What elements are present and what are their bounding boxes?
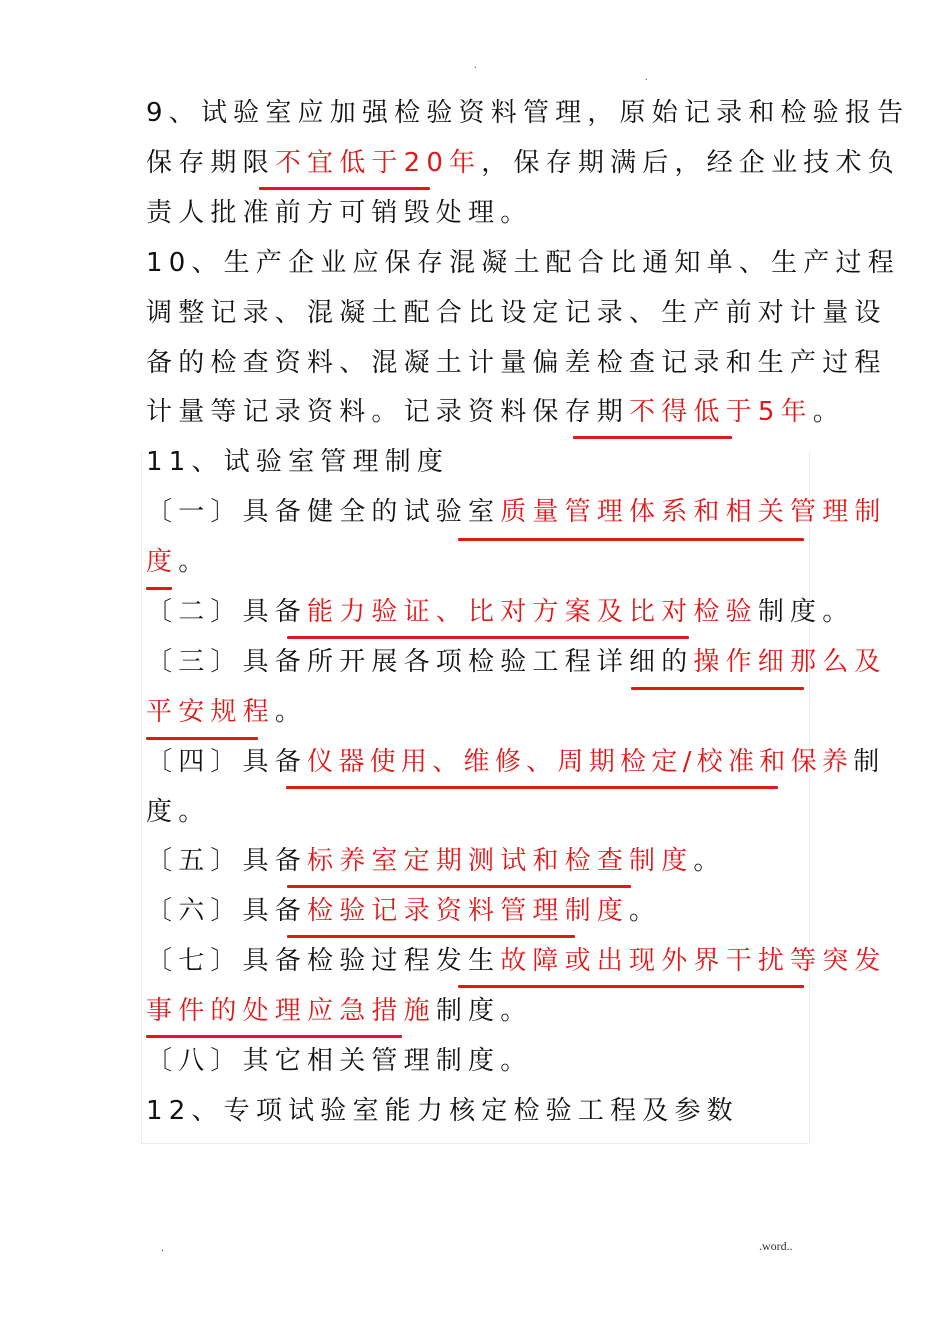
red-underline: [458, 985, 804, 988]
text-line: 9、试验室应加强检验资料管理，原始记录和检验报告: [146, 98, 910, 128]
highlight-text: 仪器使用、维修、周期检定/校准和保养: [307, 747, 854, 777]
highlight-text: 操作细那么及: [693, 647, 887, 677]
red-underline: [631, 687, 804, 690]
red-underline: [146, 1035, 402, 1038]
text-line: 〔一〕具备健全的试验室质量管理体系和相关管理制: [146, 497, 887, 527]
text-line: 调整记录、混凝土配合比设定记录、生产前对计量设: [146, 298, 887, 328]
text-line: 度。: [146, 797, 211, 827]
text-line: 〔五〕具备标养室定期测试和检查制度。: [146, 846, 726, 876]
text-line: 〔二〕具备能力验证、比对方案及比对检验制度。: [146, 597, 855, 627]
text-line: 平安规程。: [146, 697, 308, 727]
highlight-text: 能力验证、比对方案及比对检验: [307, 597, 758, 627]
highlight-text: 度: [146, 547, 179, 577]
text-line: 保存期限不宜低于20年，保存期满后，经企业技术负: [146, 148, 900, 178]
content-frame: [141, 451, 810, 1144]
text-line: 度。: [146, 547, 211, 577]
red-underline: [287, 885, 631, 888]
highlight-text: 事件的处理应急措施: [146, 996, 436, 1026]
text-line: 〔六〕具备检验记录资料管理制度。: [146, 896, 662, 926]
text-line: 备的检查资料、混凝土计量偏差检查记录和生产过程: [146, 348, 887, 378]
text-line: 〔四〕具备仪器使用、维修、周期检定/校准和保养制: [146, 747, 886, 777]
highlight-text: 质量管理体系和相关管理制: [500, 497, 887, 527]
red-underline: [287, 935, 575, 938]
red-underline: [259, 187, 430, 190]
highlight-text: 检验记录资料管理制度: [307, 896, 630, 926]
red-underline: [146, 587, 172, 590]
red-underline: [573, 436, 732, 439]
highlight-text: 不得低于5年: [629, 397, 813, 427]
section-heading: 11、试验室管理制度: [146, 447, 450, 477]
footer-word: .word..: [759, 1239, 793, 1253]
section-heading: 12、专项试验室能力核定检验工程及参数: [146, 1096, 739, 1126]
highlight-text: 标养室定期测试和检查制度: [307, 846, 694, 876]
text-line: 计量等记录资料。记录资料保存期不得低于5年。: [146, 397, 845, 427]
text-line: 〔八〕其它相关管理制度。: [146, 1046, 533, 1076]
red-underline: [287, 636, 689, 639]
text-line: 〔七〕具备检验过程发生故障或出现外界干扰等突发: [146, 946, 887, 976]
footer-dot: .: [161, 1240, 164, 1254]
header-dot-left: .: [474, 60, 477, 71]
text-line: 10、生产企业应保存混凝土配合比通知单、生产过程: [146, 248, 900, 278]
highlight-text: 故障或出现外界干扰等突发: [500, 946, 887, 976]
highlight-text: 平安规程: [146, 697, 275, 727]
red-underline: [458, 538, 804, 541]
header-dot-right: .: [645, 72, 648, 83]
red-underline: [286, 786, 778, 789]
red-underline: [146, 737, 258, 740]
text-line: 事件的处理应急措施制度。: [146, 996, 533, 1026]
text-line: 责人批准前方可销毁处理。: [146, 198, 533, 228]
text-line: 〔三〕具备所开展各项检验工程详细的操作细那么及: [146, 647, 887, 677]
highlight-text: 不宜低于20年: [274, 148, 482, 178]
